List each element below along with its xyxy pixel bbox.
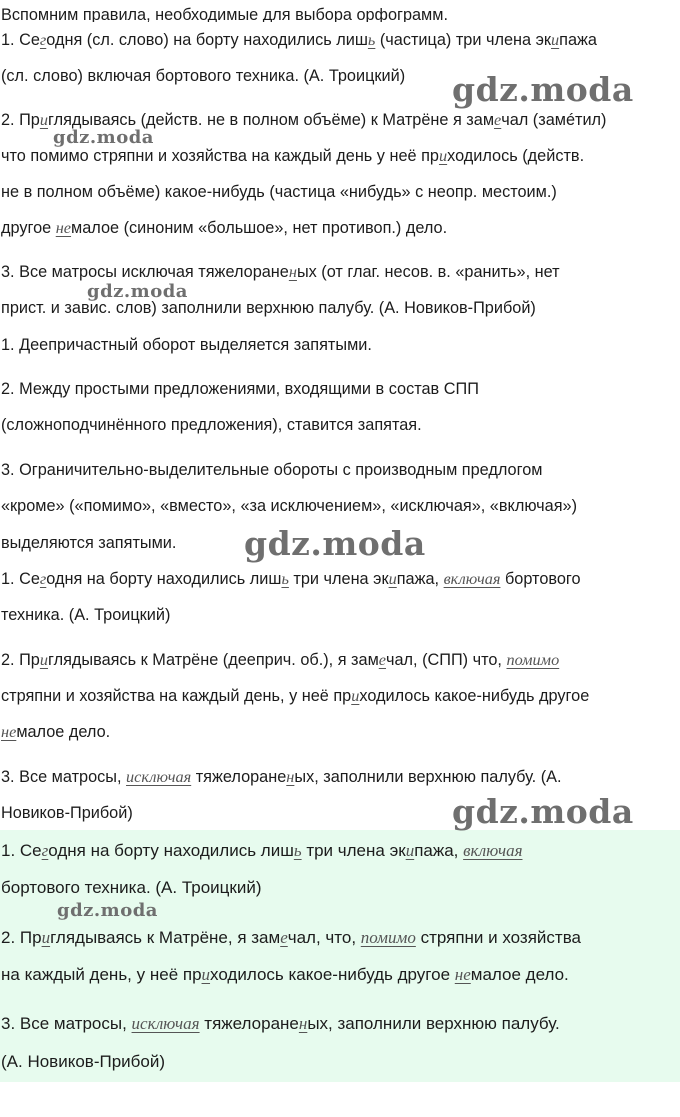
s1-line-2: (сл. слово) включая бортового техника. (А. Троицкий) [1,67,406,85]
heading: Вспомним правила, необходимые для выбора орфограмм. [1,6,448,22]
s2-line-3: (сложноподчинённого предложения), ставится запятая. [1,416,422,434]
s1-line-8: прист. и завис. слов) заполнили верхнюю палубу. (А. Новиков-Прибой) [1,299,536,317]
orthogram: не [454,965,471,984]
orthogram: ь [293,841,302,860]
s1-line-1: 1. Сегодня (сл. слово) на борту находились лишь (частица) три члена экипажа [1,30,597,49]
s1-line-4: что помимо стряпни и хозяйства на каждый день у неё приходилось (действ. [1,146,585,165]
highlighted-word: включая [463,841,523,860]
orthogram: и [41,928,51,947]
s4-line-3: 2. Приглядываясь к Матрёне, я замечал, что, помимо стряпни и хозяйства [1,928,582,947]
orthogram: ь [367,30,376,49]
orthogram: г [41,841,49,860]
orthogram: г [39,569,47,588]
s2-line-5: «кроме» («помимо», «вместо», «за исключением», «исключая», «включая») [1,497,578,515]
watermark-logo: gdz.moda [452,792,634,831]
s1-line-7: 3. Все матросы исключая тяжелораненых (от глаг. несов. в. «ранить», нет [1,262,560,281]
orthogram: и [39,110,48,129]
s3-line-6: 3. Все матросы, исключая тяжелораненых, заполнили верхнюю палубу. (А. [1,767,562,786]
orthogram: и [201,965,211,984]
orthogram: г [39,30,47,49]
highlighted-word: включая [443,569,501,588]
highlighted-word: исключая [126,767,192,786]
orthogram: и [351,686,360,705]
s4-line-5: 3. Все матросы, исключая тяжелораненых, заполнили верхнюю палубу. [1,1014,560,1033]
watermark-logo: gdz.moda [452,70,634,109]
s3-line-1: 1. Сегодня на борту находились лишь три члена экипажа, включая бортового [1,569,581,588]
s4-line-4: на каждый день, у неё приходилось какое-нибудь другое немалое дело. [1,965,569,984]
answer-highlight-block [0,830,680,1082]
s1-line-3: 2. Приглядываясь (действ. не в полном объёме) к Матрёне я замечал (замéтил) [1,110,607,129]
orthogram: и [39,650,48,669]
orthogram: и [388,569,397,588]
s1-line-5: не в полном объёме) какое-нибудь (частица «нибудь» с неопр. местоим.) [1,183,557,201]
orthogram: е [494,110,502,129]
s4-line-1: 1. Сегодня на борту находились лишь три члена экипажа, включая [1,841,523,860]
s4-line-6: (А. Новиков-Прибой) [1,1052,165,1071]
orthogram: е [280,928,288,947]
orthogram: и [405,841,415,860]
orthogram: не [55,218,72,237]
watermark-logo: gdz.moda [87,281,188,302]
s3-line-7: Новиков-Прибой) [1,804,133,822]
heading-clip [0,0,680,22]
watermark-logo: gdz.moda [53,127,154,148]
orthogram: н [286,767,295,786]
s3-line-4: стряпни и хозяйства на каждый день, у неё приходилось какое-нибудь другое [1,686,590,705]
s3-line-2: техника. (А. Троицкий) [1,606,171,624]
s4-line-2: бортового техника. (А. Троицкий) [1,878,262,897]
s1-line-6: другое немалое (синоним «большое», нет противоп.) дело. [1,218,448,237]
orthogram: н [288,262,297,281]
watermark-logo: gdz.moda [57,900,158,921]
s3-line-5: немалое дело. [1,722,111,741]
s2-line-2: 2. Между простыми предложениями, входящими в состав СПП [1,380,479,398]
orthogram: н [298,1014,308,1033]
orthogram: и [438,146,448,165]
watermark-logo: gdz.moda [244,524,426,563]
orthogram: и [551,30,560,49]
orthogram: е [378,650,386,669]
highlighted-word: исключая [131,1014,200,1033]
s2-line-4: 3. Ограничительно-выделительные обороты с производным предлогом [1,461,543,479]
highlighted-word: помимо [506,650,560,669]
s2-line-1: 1. Деепричастный оборот выделяется запятыми. [1,336,372,354]
orthogram: ь [281,569,289,588]
highlighted-word: помимо [360,928,416,947]
orthogram: не [1,722,17,741]
s3-line-3: 2. Приглядываясь к Матрёне (дееприч. об.), я замечал, (СПП) что, помимо [1,650,560,669]
s2-line-6: выделяются запятыми. [1,534,177,552]
